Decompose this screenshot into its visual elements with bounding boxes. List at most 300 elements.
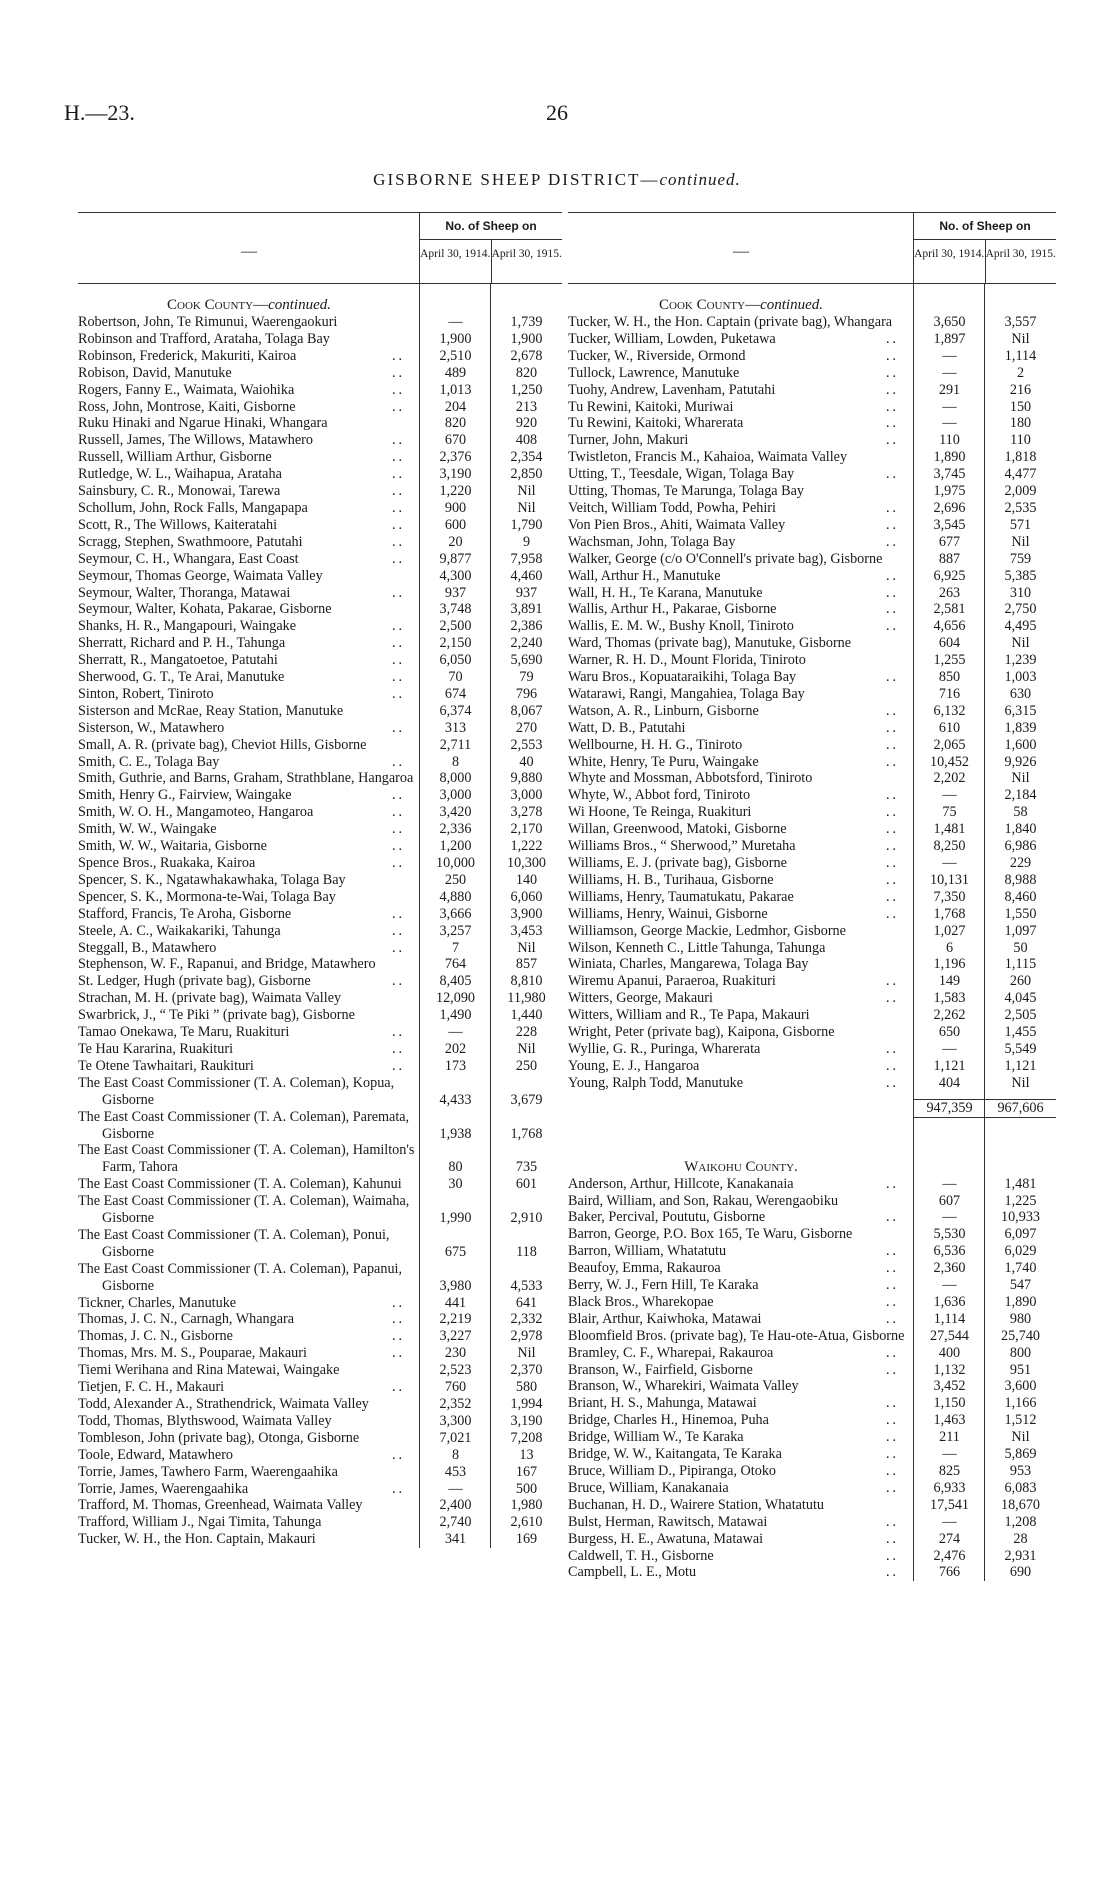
owner-name-address [78, 1447, 420, 1464]
sheep-1915: 1,740 [1004, 1260, 1037, 1277]
owner-text: Witters, George, Makauri [568, 990, 713, 1007]
dot-leader: .. [413, 399, 416, 416]
sheep-1914: 7 [451, 939, 460, 956]
dot-leader: .. [907, 1176, 910, 1193]
owner-name-address [568, 686, 914, 703]
table-row [568, 787, 1056, 804]
dot-leader: .. [413, 652, 416, 669]
dot-leader: .. [907, 889, 910, 906]
table-row [78, 568, 562, 585]
owner-name-address [568, 1209, 914, 1226]
owner-text: Todd, Thomas, Blythswood, Waimata Valley [78, 1412, 332, 1429]
sheep-1915: Nil [517, 939, 536, 956]
owner-name-address [568, 1531, 914, 1548]
table-row [78, 1328, 562, 1345]
table-row [568, 1378, 1056, 1395]
sheep-1914: 650 [938, 1024, 961, 1041]
sheep-1914: 274 [938, 1530, 961, 1547]
sheep-1915: 40 [519, 753, 534, 770]
owner-text: Tullock, Lawrence, Manutuke [568, 364, 740, 381]
sheep-1915: 857 [515, 956, 538, 973]
sheep-1915: 5,869 [1004, 1446, 1037, 1463]
owner-text: Sisterson, W., Matawhero [78, 719, 225, 736]
sheep-1915: 2,978 [510, 1328, 543, 1345]
table-row [78, 669, 562, 686]
sheep-1914: 900 [444, 499, 467, 516]
sheep-1914: 6,050 [439, 652, 472, 669]
table-row [78, 500, 562, 517]
owner-name-address [568, 1497, 914, 1514]
sheep-1915: 820 [515, 364, 538, 381]
owner-name-address [568, 500, 914, 517]
sheep-1914: — [942, 1277, 957, 1294]
owner-name-address [568, 1311, 914, 1328]
sheep-1914: 2,352 [439, 1396, 472, 1412]
table-row [568, 449, 1056, 466]
sheep-1915: Nil [1011, 770, 1030, 787]
table-row [78, 432, 562, 449]
owner-name-address [78, 720, 420, 737]
dot-leader: .. [413, 669, 416, 686]
owner-text: Tuohy, Andrew, Lavenham, Patutahi [568, 381, 776, 398]
table-row [78, 787, 562, 804]
sheep-1915: 250 [515, 1057, 538, 1074]
owner-name-address [78, 669, 420, 686]
sheep-1914: 677 [938, 533, 961, 550]
owner-name-address [78, 703, 420, 720]
table-row [78, 720, 562, 737]
report-reference: H.—23. [64, 100, 135, 125]
sheep-1915: 920 [515, 415, 538, 432]
owner-name-address [78, 754, 420, 771]
sheep-1914: 70 [448, 669, 463, 686]
dot-leader: .. [907, 1446, 910, 1463]
owner-text: Small, A. R. (private bag), Cheviot Hills, Gisborne [78, 736, 367, 753]
dot-leader: .. [413, 1345, 416, 1362]
dot-leader: .. [907, 1480, 910, 1497]
owner-name-address [78, 770, 420, 787]
table-row [568, 365, 1056, 382]
sheep-1914: 313 [444, 719, 467, 736]
owner-name-address [78, 940, 420, 957]
sheep-1915: 310 [1009, 584, 1032, 601]
sheep-1915: 2,009 [1004, 483, 1037, 500]
owner-name-address [568, 838, 914, 855]
sheep-1915: 759 [1009, 550, 1032, 567]
owner-name-address [78, 855, 420, 872]
table-row [568, 1497, 1056, 1514]
sheep-1915: 1,208 [1004, 1513, 1037, 1530]
sheep-1915: 229 [1009, 855, 1032, 871]
sheep-1915: 2,184 [1004, 787, 1037, 804]
sheep-1915: 796 [515, 685, 538, 702]
owner-name-address [568, 872, 914, 889]
sheep-1914: 2,523 [439, 1362, 472, 1379]
table-row [568, 737, 1056, 754]
sheep-1915: 3,190 [510, 1412, 543, 1429]
table-row [568, 534, 1056, 551]
owner-name-address [78, 821, 420, 838]
sheep-1914: 1,900 [439, 330, 472, 347]
table-row [78, 365, 562, 382]
sheep-1914: 825 [938, 1463, 961, 1479]
sheep-1915: 1,239 [1004, 652, 1037, 669]
sheep-1915: 2,931 [1004, 1547, 1037, 1564]
sheep-1915: 1,900 [510, 330, 543, 347]
table-row [568, 804, 1056, 821]
dot-leader: .. [413, 1058, 416, 1075]
dot-leader: .. [907, 1531, 910, 1548]
owner-text: Thomas, Mrs. M. S., Pouparae, Makauri [78, 1345, 307, 1362]
sheep-1915: 3,278 [510, 804, 543, 821]
dot-leader: .. [907, 500, 910, 517]
sheep-1915: Nil [1011, 533, 1030, 550]
sheep-1914: 7,021 [439, 1429, 472, 1446]
sheep-1914: 263 [938, 584, 961, 601]
sheep-1914: 149 [938, 973, 961, 990]
sheep-1914: 3,227 [439, 1328, 472, 1345]
table-row [78, 331, 562, 348]
table-row [568, 1075, 1056, 1092]
owner-text: Robinson and Trafford, Arataha, Tolaga Bay [78, 330, 330, 347]
sheep-1915: 180 [1009, 415, 1032, 432]
owner-name-address [78, 399, 420, 416]
sheep-1914: 6,536 [933, 1243, 966, 1260]
owner-text: Beaufoy, Emma, Rakauroa [568, 1260, 721, 1277]
dot-leader: .. [907, 1548, 910, 1565]
owner-text: Tucker, W. H., the Hon. Captain, Makauri [78, 1531, 316, 1548]
owner-name-address [78, 1531, 420, 1548]
sheep-1914: 10,452 [929, 753, 969, 770]
owner-name-address [568, 1345, 914, 1362]
owner-text: Sainsbury, C. R., Monowai, Tarewa [78, 483, 281, 500]
owner-text: Bridge, W. W., Kaitangata, Te Karaka [568, 1446, 782, 1463]
sheep-1915: 500 [515, 1480, 538, 1497]
table-row [78, 399, 562, 416]
owner-text: Barron, George, P.O. Box 165, Te Waru, Gisborne [568, 1226, 853, 1243]
sheep-1915: 690 [1009, 1564, 1032, 1581]
sheep-1915: 1,768 [510, 1125, 543, 1142]
sheep-1914: 2,065 [933, 736, 966, 753]
table-row [568, 1209, 1056, 1226]
sheep-1915: 2,354 [510, 449, 543, 466]
sheep-1914: 7,350 [933, 888, 966, 905]
table-row [78, 517, 562, 534]
owner-name-address [78, 1024, 420, 1041]
owner-text: Briant, H. S., Mahunga, Matawai [568, 1395, 757, 1412]
owner-name-address [568, 1395, 914, 1412]
table-row [78, 1497, 562, 1514]
sheep-1914: 400 [938, 1344, 961, 1361]
owner-name-address [568, 940, 914, 957]
owner-name-address [568, 720, 914, 737]
sheep-1915: 1,250 [510, 381, 543, 398]
owner-text: Robinson, Frederick, Makuriti, Kairoa [78, 347, 297, 364]
sheep-1915: 2,553 [510, 736, 543, 753]
sheep-1915: 10,933 [1000, 1209, 1040, 1226]
sheep-1915: 79 [519, 669, 534, 686]
owner-text: Smith, Guthrie, and Barns, Graham, Strathblane, Hangaroa [78, 770, 414, 787]
owner-name-address [78, 1514, 420, 1531]
owner-name-address [78, 1328, 420, 1345]
owner-text: Sherratt, Richard and P. H., Tahunga [78, 635, 286, 652]
left-rows [78, 314, 562, 1548]
name-column-header: — [733, 243, 749, 260]
sheep-1914: — [942, 415, 957, 432]
sheep-1914: — [942, 1209, 957, 1226]
sheep-1914: 1,481 [933, 821, 966, 838]
table-row [568, 956, 1056, 973]
total-1915: 967,606 [985, 1099, 1056, 1118]
sheep-1914: 2,500 [439, 618, 472, 635]
table-row [78, 1142, 562, 1176]
table-row [78, 754, 562, 771]
table-row [568, 821, 1056, 838]
sheep-1915: 3,557 [1004, 314, 1037, 330]
sheep-1915: 1,840 [1004, 821, 1037, 838]
table-row [568, 1058, 1056, 1075]
sheep-1915: 735 [515, 1159, 538, 1176]
owner-text: Swarbrick, J., “ Te Piki ” (private bag), Gisborne [78, 1007, 355, 1024]
dot-leader: .. [907, 1243, 910, 1260]
sheep-1914: 607 [938, 1192, 961, 1209]
owner-text: Te Otene Tawhaitari, Raukituri [78, 1057, 254, 1074]
sheep-1914: 3,545 [933, 516, 966, 533]
owner-text: Witters, William and R., Te Papa, Makauri [568, 1007, 810, 1024]
owner-name-address [568, 1480, 914, 1497]
table-row [78, 923, 562, 940]
dot-leader: .. [907, 348, 910, 365]
dot-leader: .. [907, 585, 910, 602]
sheep-1914: 2,581 [933, 601, 966, 618]
sheep-1914: 1,490 [439, 1007, 472, 1024]
owner-text: Burgess, H. E., Awatuna, Matawai [568, 1530, 764, 1547]
table-row [78, 1362, 562, 1379]
dot-leader: .. [907, 1564, 910, 1581]
sheep-1915: 2,240 [510, 635, 543, 652]
owner-name-address [568, 804, 914, 821]
owner-name-address [78, 432, 420, 449]
owner-text: Turner, John, Makuri [568, 432, 689, 449]
sheep-1915: 1,222 [510, 838, 543, 855]
dot-leader: .. [413, 906, 416, 923]
sheep-1915: 3,600 [1004, 1378, 1037, 1395]
sheep-1915: 110 [1010, 432, 1031, 449]
sheep-1915: 937 [515, 584, 538, 601]
dot-leader: .. [907, 990, 910, 1007]
owner-name-address [78, 415, 420, 432]
owner-name-address [78, 551, 420, 568]
owner-name-address [78, 990, 420, 1007]
owner-name-address [568, 618, 914, 635]
table-row [568, 500, 1056, 517]
table-row [568, 1514, 1056, 1531]
owner-text: Winiata, Charles, Mangarewa, Tolaga Bay [568, 956, 809, 973]
dot-leader: .. [907, 1058, 910, 1075]
sheep-1915: 6,060 [510, 888, 543, 905]
sheep-1915: 118 [516, 1243, 537, 1260]
sheep-1915: 140 [515, 871, 538, 888]
dot-leader: .. [413, 821, 416, 838]
owner-text: Walker, George (c/o O'Connell's private bag), Gisborne [568, 550, 883, 567]
owner-name-address [78, 365, 420, 382]
county-name: Cook County— [167, 297, 269, 313]
owner-text: Tucker, W. H., the Hon. Captain (private bag), Whangara [568, 314, 893, 330]
owner-name-address [568, 703, 914, 720]
owner-text: Branson, W., Fairfield, Gisborne [568, 1361, 753, 1378]
header-group-label: No. of Sheep on [420, 213, 562, 240]
owner-name-address [568, 855, 914, 872]
table-row [78, 415, 562, 432]
sheep-1914: 3,666 [439, 905, 472, 922]
sheep-1914: 1,636 [933, 1293, 966, 1310]
sheep-1915: 2,910 [510, 1210, 543, 1227]
sheep-1914: 4,656 [933, 618, 966, 635]
dot-leader: .. [413, 754, 416, 771]
table-row [78, 314, 562, 331]
sheep-1914: 75 [942, 804, 957, 821]
waikohu-rows [568, 1176, 1056, 1582]
owner-text: Young, Ralph Todd, Manutuke [568, 1074, 744, 1091]
owner-name-address [78, 618, 420, 635]
sheep-1914: 2,400 [439, 1497, 472, 1514]
sheep-1915: 167 [515, 1463, 538, 1480]
table-row [78, 1007, 562, 1024]
sheep-1914: 12,090 [435, 990, 475, 1007]
owner-text: Barron, William, Whatatutu [568, 1243, 727, 1260]
dot-leader: .. [907, 618, 910, 635]
owner-text: Shanks, H. R., Mangapouri, Waingake [78, 618, 297, 635]
owner-text: Von Pien Bros., Ahiti, Waimata Valley [568, 516, 786, 533]
sheep-1915: 1,994 [510, 1396, 543, 1412]
dot-leader: .. [413, 940, 416, 957]
sheep-1915: 601 [515, 1176, 538, 1193]
table-row [568, 906, 1056, 923]
dot-leader: .. [907, 838, 910, 855]
owner-text: Te Hau Kararina, Ruakituri [78, 1040, 234, 1057]
owner-name-address [568, 517, 914, 534]
dot-leader: .. [413, 348, 416, 365]
owner-text: Bramley, C. F., Wharepai, Rakauroa [568, 1344, 774, 1361]
table-row [568, 1463, 1056, 1480]
sheep-1914: 441 [444, 1294, 467, 1311]
dot-leader: .. [907, 1345, 910, 1362]
owner-text: Steele, A. C., Waikakariki, Tahunga [78, 922, 281, 939]
owner-name-address [568, 1041, 914, 1058]
owner-text: Sherwood, G. T., Te Arai, Manutuke [78, 669, 285, 686]
owner-name-address [568, 1294, 914, 1311]
owner-name-address [78, 787, 420, 804]
sheep-1914: 110 [939, 432, 960, 449]
owner-text: Bruce, William, Kanakanaia [568, 1479, 729, 1496]
sheep-1915: 2,535 [1004, 499, 1037, 516]
sheep-1915: 18,670 [1000, 1496, 1040, 1513]
owner-name-address [78, 517, 420, 534]
table-row [568, 652, 1056, 669]
table-row [78, 770, 562, 787]
sheep-1914: 6,132 [933, 702, 966, 719]
owner-name-address [78, 1227, 420, 1261]
sheep-1914: 80 [448, 1159, 463, 1176]
owner-name-address [78, 1396, 420, 1413]
sheep-1914: 8 [451, 1446, 460, 1463]
county-total-row [568, 1099, 1056, 1118]
table-row [78, 686, 562, 703]
right-column-table [568, 212, 1056, 1581]
dot-leader: .. [907, 331, 910, 348]
dot-leader: .. [413, 483, 416, 500]
owner-text: Tietjen, F. C. H., Makauri [78, 1379, 225, 1396]
sheep-1915: 1,839 [1004, 719, 1037, 736]
owner-name-address [568, 432, 914, 449]
table-row [568, 940, 1056, 957]
sheep-1914: 453 [444, 1463, 467, 1480]
owner-text: Spence Bros., Ruakaka, Kairoa [78, 855, 256, 871]
table-row [568, 1294, 1056, 1311]
owner-name-address [78, 1041, 420, 1058]
table-row [568, 551, 1056, 568]
sheep-1914: 4,433 [439, 1091, 472, 1108]
sheep-1914: 2,696 [933, 499, 966, 516]
owner-name-address [78, 1379, 420, 1396]
owner-text: Waru Bros., Kopuataraikihi, Tolaga Bay [568, 669, 797, 686]
table-row [568, 1362, 1056, 1379]
owner-name-address [78, 906, 420, 923]
table-row [78, 1396, 562, 1413]
sheep-1914: — [942, 1175, 957, 1192]
sheep-1914: 1,132 [933, 1361, 966, 1378]
owner-text: Smith, W. O. H., Mangamoteo, Hangaroa [78, 804, 314, 821]
table-row [78, 635, 562, 652]
owner-text: Todd, Alexander A., Strathendrick, Waimata Valley [78, 1396, 369, 1412]
dot-leader: .. [413, 720, 416, 737]
table-row [78, 855, 562, 872]
sheep-1914: 850 [938, 669, 961, 686]
owner-text: Young, E. J., Hangaroa [568, 1057, 700, 1074]
owner-name-address [78, 1075, 420, 1109]
sheep-1915: 641 [515, 1294, 538, 1311]
sheep-1915: 2,170 [510, 821, 543, 838]
owner-name-address [78, 838, 420, 855]
owner-name-address [78, 534, 420, 551]
sheep-1915: 1,003 [1004, 669, 1037, 686]
dot-leader: .. [413, 855, 416, 872]
dot-leader: .. [907, 1311, 910, 1328]
table-row [568, 568, 1056, 585]
owner-name-address [78, 500, 420, 517]
sheep-1915: Nil [517, 1345, 536, 1362]
sheep-1914: 764 [444, 956, 467, 973]
owner-text: The East Coast Commissioner (T. A. Coleman), Papanui, Gisborne [78, 1260, 403, 1294]
owner-text: Smith, Henry G., Fairview, Waingake [78, 787, 292, 804]
owner-name-address [568, 1362, 914, 1379]
table-row [568, 415, 1056, 432]
sheep-1915: 580 [515, 1379, 538, 1396]
owner-name-address [568, 1429, 914, 1446]
table-row [78, 1041, 562, 1058]
owner-name-address [78, 1109, 420, 1143]
table-row [78, 1261, 562, 1295]
owner-name-address [78, 449, 420, 466]
sheep-1915: 270 [515, 719, 538, 736]
sheep-1914: 1,013 [439, 381, 472, 398]
dot-leader: .. [907, 415, 910, 432]
sheep-1915: 1,790 [510, 516, 543, 533]
table-row [568, 1395, 1056, 1412]
sheep-1914: 3,300 [439, 1412, 472, 1429]
table-row [568, 720, 1056, 737]
owner-text: Smith, W. W., Waitaria, Gisborne [78, 838, 267, 855]
